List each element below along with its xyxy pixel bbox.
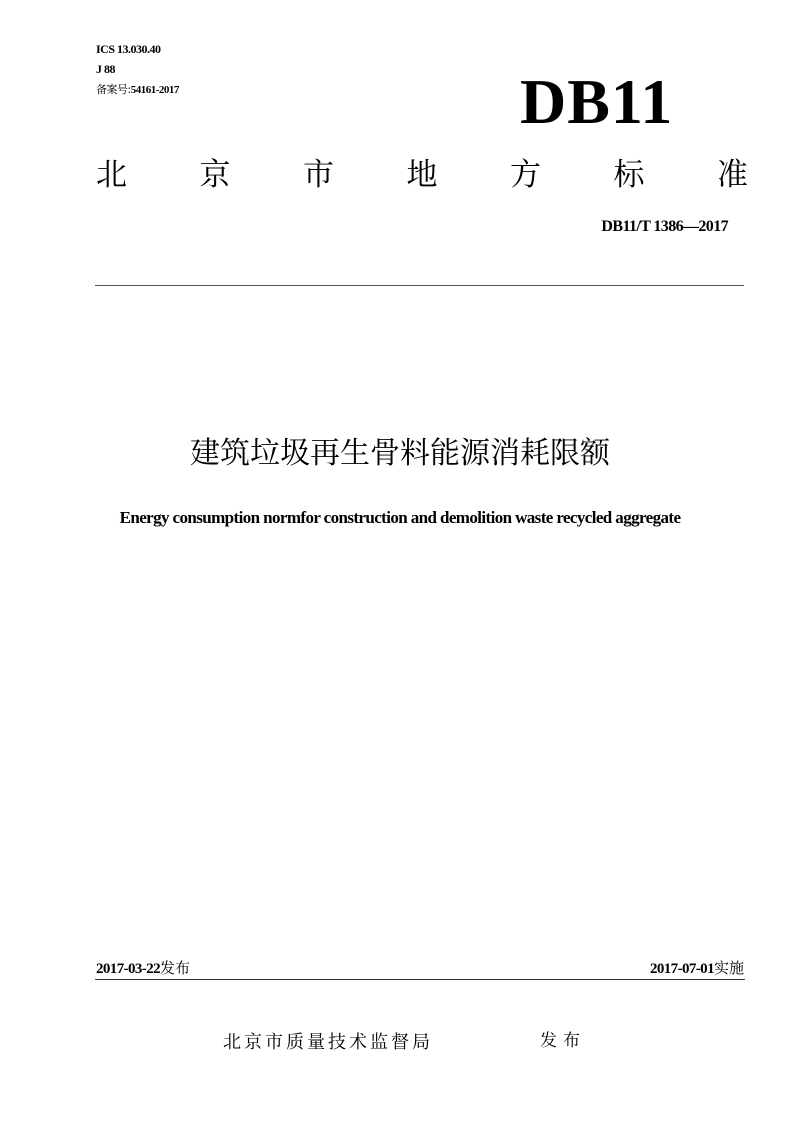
standard-type-char: 准 (717, 157, 748, 193)
standard-type-char: 方 (510, 157, 541, 193)
standard-type-char: 地 (406, 157, 438, 193)
issue-date: 2017-03-22 (96, 961, 160, 977)
standard-brand-logo: DB11 (520, 66, 674, 137)
issuer-action: 发布 (540, 1031, 586, 1051)
document-title-en: Energy consumption normfor construction and demolition waste recycled aggregate (119, 508, 681, 527)
classification-code: J 88 (96, 62, 115, 76)
standard-type-heading (96, 155, 748, 195)
document-title-cn: 建筑垃圾再生骨料能源消耗限额 (190, 436, 610, 471)
standard-type-char: 标 (613, 157, 645, 193)
record-line (96, 83, 179, 97)
issuing-authority: 北京市质量技术监督局 (223, 1032, 433, 1053)
ics-code: ICS 13.030.40 (96, 42, 161, 56)
standard-type-char: 市 (303, 157, 334, 193)
issue-label: 发布 (160, 959, 191, 977)
effective-date: 2017-07-01 (649, 961, 714, 977)
effective-date-line (650, 958, 744, 979)
footer-divider (95, 979, 745, 980)
record-label: 备案号: (96, 83, 131, 96)
effective-label: 实施 (713, 959, 744, 977)
standard-number: DB11/T 1386—2017 (601, 218, 728, 235)
standard-type-char: 北 (96, 157, 127, 193)
record-number: 54161-2017 (130, 84, 179, 96)
issue-date-line (96, 958, 190, 979)
header-divider (95, 285, 744, 286)
standard-type-char: 京 (199, 157, 231, 193)
